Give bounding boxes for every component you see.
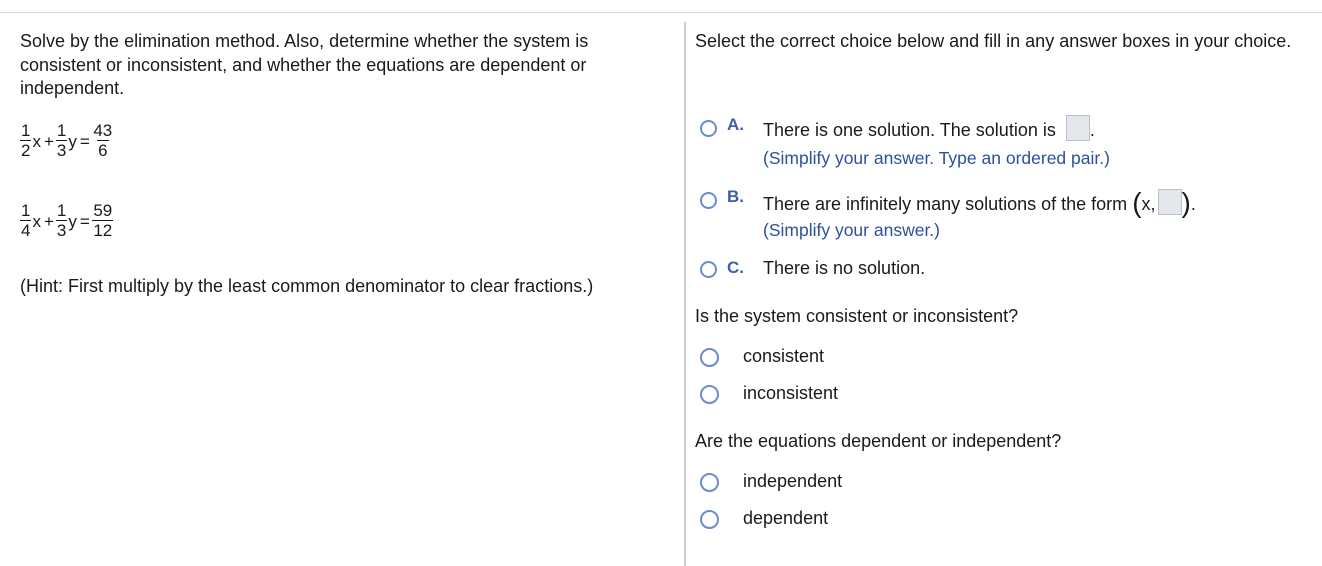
choice-b-letter: B. xyxy=(727,187,744,206)
plus-sign: + xyxy=(43,212,54,231)
plus-sign: + xyxy=(43,132,54,151)
choice-b-text xyxy=(763,187,1196,218)
denominator: 2 xyxy=(21,141,31,160)
denominator: 12 xyxy=(93,221,113,240)
choice-c[interactable] xyxy=(695,258,1295,284)
variable-x: x xyxy=(32,132,41,151)
equals-sign: = xyxy=(79,132,90,151)
period: . xyxy=(1089,119,1095,140)
consistent-label: consistent xyxy=(743,346,825,366)
equation-1 xyxy=(20,122,114,160)
choice-a[interactable] xyxy=(695,115,1295,178)
choice-b[interactable] xyxy=(695,187,1295,252)
choice-c-text: There is no solution. xyxy=(763,258,926,278)
numerator: 1 xyxy=(56,121,67,140)
denominator: 4 xyxy=(21,221,31,240)
dependency-question: Are the equations dependent or independent? xyxy=(695,431,1062,451)
numerator: 1 xyxy=(21,121,31,140)
choice-a-radio[interactable] xyxy=(700,120,717,137)
option-inconsistent[interactable] xyxy=(695,383,995,409)
numerator: 59 xyxy=(93,201,113,220)
form-x: x, xyxy=(1141,193,1156,214)
independent-radio[interactable] xyxy=(700,473,719,492)
numerator: 43 xyxy=(93,121,113,140)
inconsistent-radio[interactable] xyxy=(700,385,719,404)
period: . xyxy=(1190,193,1196,214)
form-answer-box[interactable] xyxy=(1158,189,1182,215)
variable-y: y xyxy=(68,132,77,151)
fraction xyxy=(20,122,31,160)
choice-c-radio[interactable] xyxy=(700,261,717,278)
dependent-radio[interactable] xyxy=(700,510,719,529)
inconsistent-label: inconsistent xyxy=(743,383,839,403)
variable-x: x xyxy=(32,212,41,231)
choice-c-letter: C. xyxy=(727,258,744,277)
open-paren: ( xyxy=(1132,187,1142,218)
choice-a-hint: (Simplify your answer. Type an ordered pair.) xyxy=(763,148,1110,168)
independent-label: independent xyxy=(743,471,843,491)
denominator: 3 xyxy=(56,141,67,160)
answer-prompt: Select the correct choice below and fill in any answer boxes in your choice. xyxy=(695,31,1292,51)
instructions-text: Solve by the elimination method. Also, determine whether the system is consistent or inconsistent, and whether the equations are dependent or independent. xyxy=(20,31,589,98)
fraction xyxy=(20,202,31,240)
panel-divider xyxy=(684,22,686,566)
choice-a-text xyxy=(763,118,1095,144)
consistency-question: Is the system consistent or inconsistent? xyxy=(695,306,1019,326)
choice-b-hint: (Simplify your answer.) xyxy=(763,220,940,240)
solution-answer-box[interactable] xyxy=(1066,115,1090,141)
denominator: 3 xyxy=(56,221,67,240)
fraction xyxy=(56,202,67,240)
denominator: 6 xyxy=(98,141,108,160)
numerator: 1 xyxy=(21,201,31,220)
choice-b-label: There are infinitely many solutions of the form xyxy=(763,193,1128,214)
choice-b-radio[interactable] xyxy=(700,192,717,209)
close-paren: ) xyxy=(1181,187,1191,218)
dependent-label: dependent xyxy=(743,508,829,528)
answer-panel xyxy=(695,30,1315,528)
consistent-radio[interactable] xyxy=(700,348,719,367)
fraction xyxy=(92,202,114,240)
equals-sign: = xyxy=(79,212,90,231)
question-panel xyxy=(20,30,670,296)
choice-a-label: There is one solution. The solution is xyxy=(763,119,1056,140)
numerator: 1 xyxy=(56,201,67,220)
variable-y: y xyxy=(68,212,77,231)
equation-2 xyxy=(20,202,114,240)
top-rule xyxy=(0,12,1322,13)
option-dependent[interactable] xyxy=(695,508,995,534)
fraction xyxy=(56,122,67,160)
option-consistent[interactable] xyxy=(695,346,995,372)
choice-a-letter: A. xyxy=(727,115,744,134)
hint-text: (Hint: First multiply by the least common denominator to clear fractions.) xyxy=(20,276,594,296)
option-independent[interactable] xyxy=(695,471,995,497)
fraction xyxy=(92,122,114,160)
